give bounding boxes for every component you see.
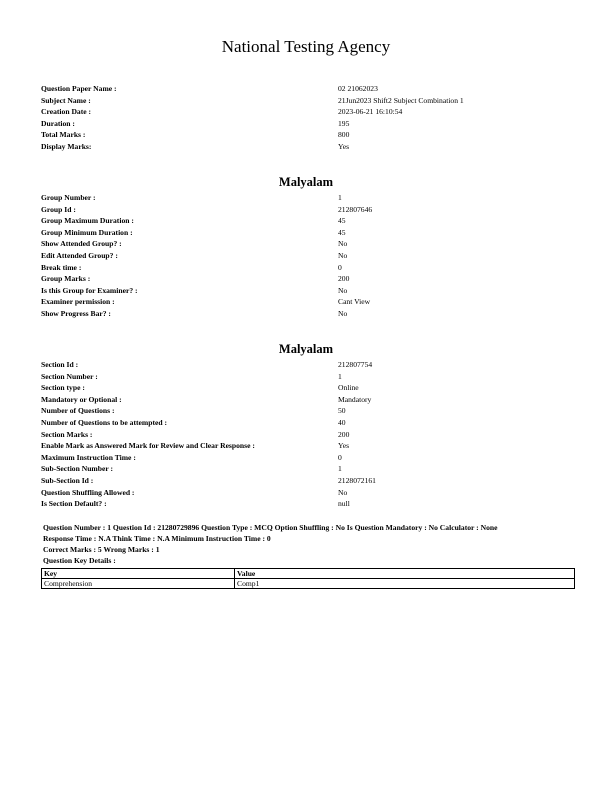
section-row — [41, 371, 581, 383]
paper-row — [41, 106, 581, 118]
group-field-label: Is this Group for Examiner? : — [41, 285, 138, 295]
section-row — [41, 394, 581, 406]
section-field-label: Section Number : — [41, 371, 98, 381]
group-row — [41, 192, 581, 204]
section-field-label: Sub-Section Number : — [41, 464, 114, 474]
group-field-label: Examiner permission : — [41, 297, 115, 307]
section-row — [41, 463, 581, 475]
section-field-label: Section type : — [41, 383, 85, 393]
group-field-label: Group Number : — [41, 193, 96, 202]
group-row — [41, 227, 581, 239]
section-field-label: Enable Mark as Answered Mark for Review and Clear Response : — [41, 441, 255, 451]
group-field-label: Show Attended Group? : — [41, 239, 122, 249]
group-field-label: Show Progress Bar? : — [41, 308, 111, 318]
section-row — [41, 359, 581, 371]
group-row — [41, 204, 581, 216]
section-row — [41, 475, 581, 487]
section-field-label: Number of Questions to be attempted : — [41, 417, 167, 427]
section-field-label: Sub-Section Id : — [41, 475, 94, 485]
section-row — [41, 382, 581, 394]
section-field-label: Mandatory or Optional : — [41, 394, 122, 404]
section-field-label: Maximum Instruction Time : — [41, 452, 136, 462]
paper-row — [41, 83, 581, 95]
paper-field-value: 21Jun2023 Shift2 Subject Combination 1 — [338, 95, 464, 105]
section-field-value: No — [338, 487, 348, 497]
section-field-label: Number of Questions : — [41, 406, 115, 416]
table-header-row — [42, 569, 575, 579]
group-field-value: No — [338, 250, 348, 260]
group-field-value: No — [338, 239, 348, 249]
group-field-label: Break time : — [41, 262, 82, 272]
group-heading: Malyalam — [278, 175, 334, 189]
paper-row — [41, 141, 581, 153]
group-field-value: 45 — [338, 216, 346, 226]
paper-row — [41, 95, 581, 107]
section-row — [41, 487, 581, 499]
question-header-line: Question Number : 1 Question Id : 21280729896 Question Type : MCQ Option Shuffling : No Is Question Mandatory : No Calculator : None — [43, 523, 498, 532]
question-info — [43, 522, 583, 566]
table-row — [42, 579, 575, 589]
group-field-label: Group Maximum Duration : — [41, 216, 134, 226]
section-row — [41, 440, 581, 452]
paper-field-label: Display Marks: — [41, 141, 92, 151]
group-row — [41, 238, 581, 250]
section-field-label: Section Marks : — [41, 429, 93, 439]
group-field-value: No — [338, 285, 348, 295]
table-cell-value: Comp1 — [235, 579, 575, 589]
section-row — [41, 405, 581, 417]
section-field-value: Online — [338, 383, 359, 393]
paper-details — [41, 83, 581, 153]
group-field-label: Group Marks : — [41, 274, 91, 284]
paper-row — [41, 118, 581, 130]
section-field-value: 200 — [338, 429, 350, 439]
section-field-label: Is Section Default? : — [41, 499, 107, 509]
group-field-label: Group Id : — [41, 204, 76, 214]
group-row — [41, 215, 581, 227]
group-field-label: Edit Attended Group? : — [41, 250, 118, 260]
paper-field-label: Subject Name : — [41, 95, 91, 105]
group-field-value: Cant View — [338, 297, 371, 307]
paper-field-value: 02 21062023 — [338, 84, 378, 93]
group-field-value: 45 — [338, 227, 346, 237]
section-field-label: Section Id : — [41, 360, 79, 369]
group-row — [41, 308, 581, 320]
page-title: National Testing Agency — [221, 37, 391, 56]
paper-field-value: Yes — [338, 141, 350, 151]
section-row — [41, 452, 581, 464]
paper-field-label: Duration : — [41, 118, 75, 128]
paper-field-label: Creation Date : — [41, 107, 92, 117]
section-row — [41, 429, 581, 441]
table-header-value: Value — [235, 569, 575, 579]
paper-field-value: 195 — [338, 118, 350, 128]
group-field-value: No — [338, 308, 348, 318]
group-row — [41, 273, 581, 285]
paper-field-value: 2023-06-21 16:10:54 — [338, 107, 403, 117]
section-field-value: 212807754 — [338, 360, 373, 369]
group-field-value: 200 — [338, 274, 350, 284]
group-field-value: 0 — [338, 262, 342, 272]
group-row — [41, 262, 581, 274]
table-cell-key: Comprehension — [42, 579, 235, 589]
paper-field-label: Question Paper Name : — [41, 84, 117, 93]
group-row — [41, 296, 581, 308]
section-field-value: 40 — [338, 417, 346, 427]
section-field-value: 50 — [338, 406, 346, 416]
section-field-value: 0 — [338, 452, 342, 462]
group-details — [41, 192, 581, 320]
group-row — [41, 285, 581, 297]
section-row — [41, 417, 581, 429]
paper-field-value: 800 — [338, 130, 350, 140]
question-key-table — [41, 568, 575, 589]
group-field-value: 212807646 — [338, 204, 373, 214]
section-field-value: 2128072161 — [338, 475, 376, 485]
section-field-value: Yes — [338, 441, 350, 451]
paper-row — [41, 129, 581, 141]
section-details — [41, 359, 581, 510]
question-marks-line: Correct Marks : 5 Wrong Marks : 1 — [43, 545, 160, 554]
group-row — [41, 250, 581, 262]
table-header-key: Key — [42, 569, 235, 579]
section-heading: Malyalam — [278, 342, 334, 356]
group-field-label: Group Minimum Duration : — [41, 227, 133, 237]
paper-field-label: Total Marks : — [41, 130, 86, 140]
question-key-details-label: Question Key Details : — [43, 556, 116, 565]
section-row — [41, 498, 581, 510]
section-field-value: Mandatory — [338, 394, 372, 404]
section-field-label: Question Shuffling Allowed : — [41, 487, 135, 497]
question-timing-line: Response Time : N.A Think Time : N.A Minimum Instruction Time : 0 — [43, 534, 271, 543]
group-field-value: 1 — [338, 193, 342, 202]
section-field-value: null — [338, 499, 350, 509]
section-field-value: 1 — [338, 371, 342, 381]
section-field-value: 1 — [338, 464, 342, 474]
